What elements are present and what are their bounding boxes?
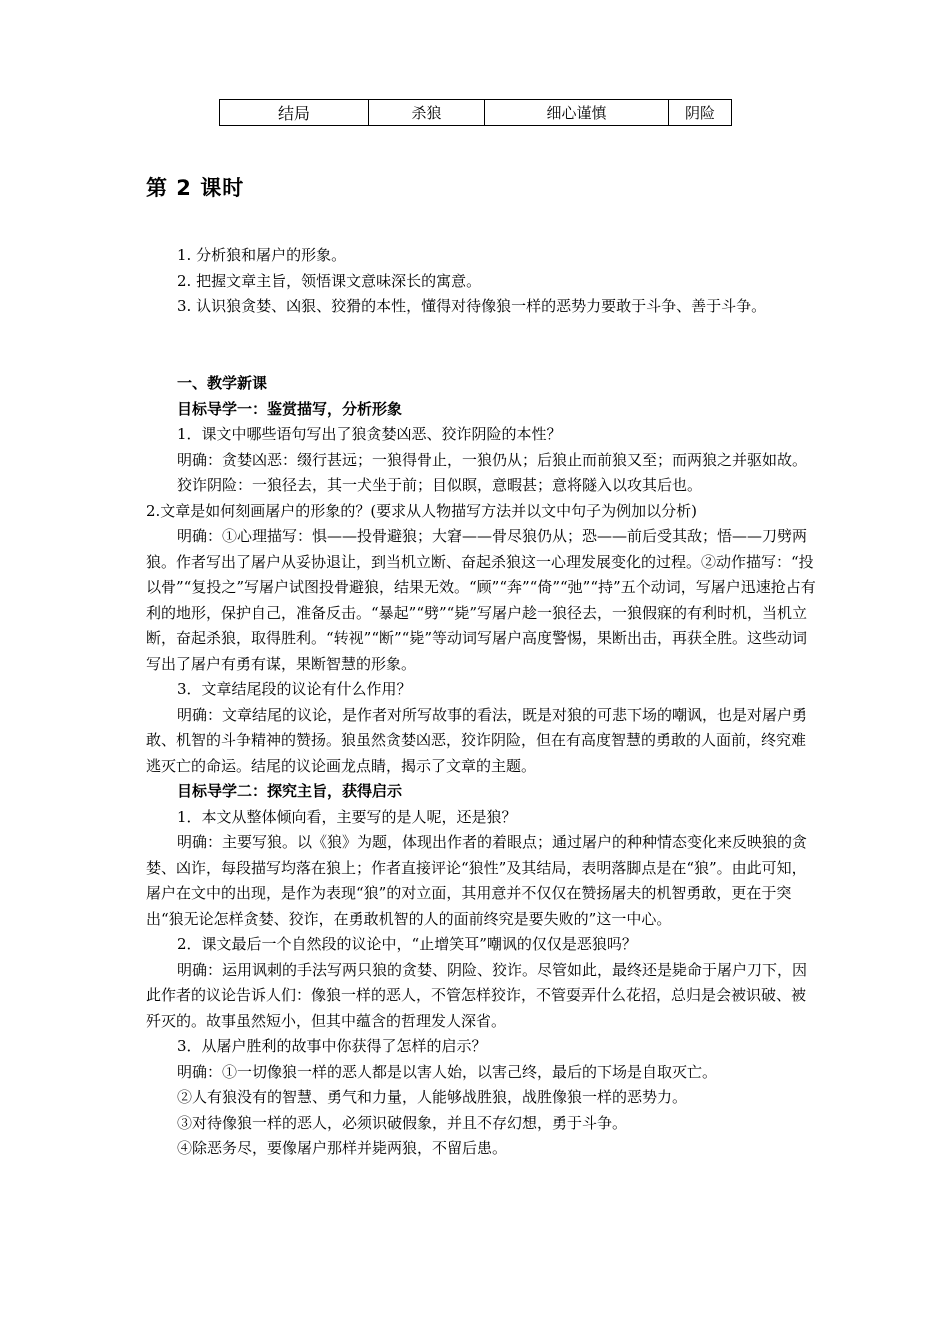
answer: ③对待像狼一样的恶人，必须识破假象，并且不存幻想，勇于斗争。	[177, 1113, 628, 1132]
question: 1．本文从整体倾向看，主要写的是人呢，还是狼？	[177, 807, 517, 826]
answer: ②人有狼没有的智慧、勇气和力量，人能够战胜狼，战胜像狼一样的恶势力。	[177, 1088, 688, 1106]
question: 3．文章结尾段的议论有什么作用？	[177, 680, 412, 698]
guide-heading: 目标导学二：探究主旨，获得启示	[177, 782, 403, 800]
summary-table	[219, 99, 732, 126]
question: 2．课文最后一个自然段的议论中，“止增笑耳”嘲讽的仅仅是恶狼吗？	[177, 935, 637, 953]
learning-goals	[146, 243, 818, 320]
answer: 明确：文章结尾的议论，是作者对所写故事的看法，既是对狼的可悲下场的嘲讽，也是对屠户勇敢、机智的斗争精神的赞扬。狼虽然贪婪凶恶，狡诈阴险，但在有高度智慧的勇敢的人面前，终究难逃灭亡的命运。结尾的议论画龙点睛，揭示了文章的主题。	[146, 705, 808, 775]
answer: 明确：①一切像狼一样的恶人都是以害人始，以害己终，最后的下场是自取灭亡。	[177, 1062, 718, 1081]
lesson-body	[146, 371, 818, 1162]
answer: 明确：贪婪凶恶：缀行甚远；一狼得骨止，一狼仍从；后狼止而前狼又至；而两狼之并驱如故。	[177, 450, 808, 469]
answer: ④除恶务尽，要像屠户那样并毙两狼，不留后患。	[177, 1139, 508, 1157]
answer: 明确：主要写狼。以《狼》为题，体现出作者的着眼点；通过屠户的种种情态变化来反映狼的贪婪、凶诈，每段描写均落在狼上；作者直接评论“狼性”及其结局，表明落脚点是在“狼”。由此可知，屠户在文中的出现，是作为表现“狼”的对立面，其用意并不仅仅在赞扬屠夫的机智勇敢，更在于突出“狼无论怎样贪婪、狡诈，在勇敢机智的人的面前终究是要失败的”这一中心。	[146, 833, 808, 928]
table-cell: 杀狼	[369, 100, 485, 126]
answer: 明确：①心理描写：惧——投骨避狼；大窘——骨尽狼仍从；恐——前后受其敌；悟——刀劈两狼。作者写出了屠户从妥协退让，到当机立断、奋起杀狼这一心理发展变化的过程。②动作描写：“投以骨”“复投之”写屠户试图投骨避狼，结果无效。“顾”“奔”“倚”“弛”“持”五个动词，写屠户迅速抢占有利的地形，保护自己，准备反击。“暴起”“劈”“毙”写屠户趁一狼径去，一狼假寐的有利时机，当机立断，奋起杀狼，取得胜利。“转视”“断”“毙”等动词写屠户高度警惕，果断出击，再获全胜。这些动词写出了屠户有勇有谋，果断智慧的形象。	[146, 527, 816, 673]
goal-item: 1. 分析狼和屠户的形象。	[177, 246, 347, 264]
table-cell: 阴险	[669, 100, 732, 126]
guide-heading: 目标导学一：鉴赏描写，分析形象	[177, 399, 403, 418]
question: 1．课文中哪些语句写出了狼贪婪凶恶、狡诈阴险的本性？	[177, 425, 562, 443]
table-row	[220, 100, 732, 126]
section-heading: 一、教学新课	[177, 374, 268, 392]
answer: 明确：运用讽刺的手法写两只狼的贪婪、阴险、狡诈。尽管如此，最终还是毙命于屠户刀下，因此作者的议论告诉人们：像狼一样的恶人，不管怎样狡诈，不管耍弄什么花招，总归是会被识破、被歼灭的。故事虽然短小，但其中蕴含的哲理发人深省。	[146, 960, 808, 1030]
question: 3．从屠户胜利的故事中你获得了怎样的启示？	[177, 1037, 487, 1055]
goal-item: 2. 把握文章主旨，领悟课文意味深长的寓意。	[177, 271, 482, 290]
goal-item: 3. 认识狼贪婪、凶狠、狡猾的本性，懂得对待像狼一样的恶势力要敢于斗争、善于斗争。	[177, 297, 767, 315]
answer: 狡诈阴险：一狼径去，其一犬坐于前；目似瞑，意暇甚；意将隧入以攻其后也。	[177, 476, 703, 494]
lesson-title: 第 2 课时	[146, 176, 245, 200]
table-cell: 结局	[220, 100, 369, 126]
table-cell: 细心谨慎	[485, 100, 669, 126]
question: 2.文章是如何刻画屠户的形象的？(要求从人物描写方法并以文中句子为例加以分析)	[146, 501, 698, 520]
